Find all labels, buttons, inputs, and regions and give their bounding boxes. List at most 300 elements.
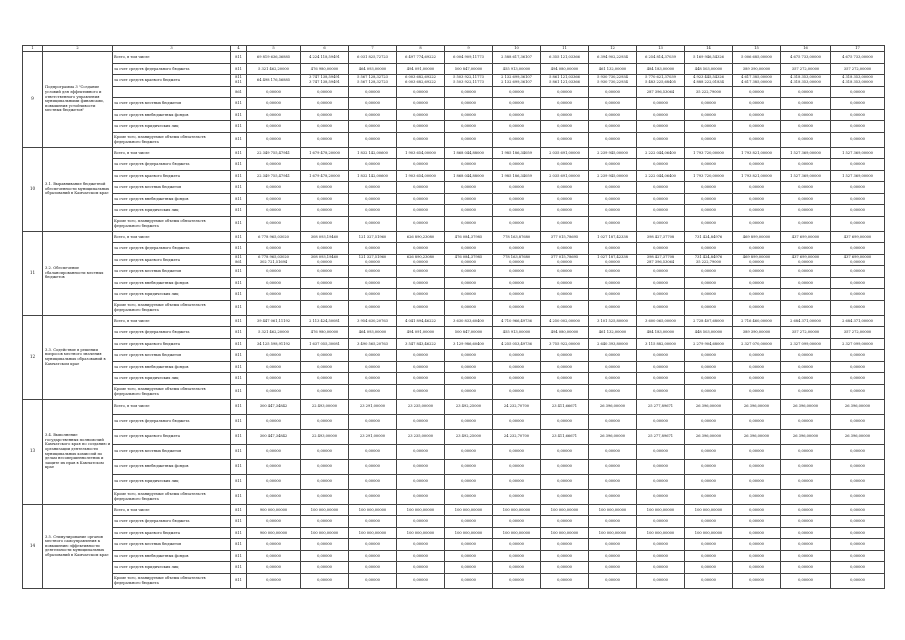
amount-cell: 0,00000: [301, 266, 349, 278]
amount-cell: [247, 254, 301, 266]
amount-cell: 0,00000: [733, 193, 781, 205]
amount-cell: 0,00000: [349, 459, 397, 474]
amount-cell: 0,00000: [685, 277, 733, 289]
amount-line: 64 498 176,56885: [256, 77, 291, 82]
amount-cell: 300 447,34842: [247, 399, 301, 414]
amount-cell: 0,00000: [781, 266, 831, 278]
amount-cell: 100 000,00000: [637, 527, 685, 539]
table-row: [23, 159, 885, 171]
amount-cell: 1 527 369,00000: [831, 170, 885, 182]
amount-cell: 0,00000: [397, 361, 445, 373]
amount-cell: 0,00000: [493, 109, 541, 121]
amount-cell: 0,00000: [589, 121, 637, 133]
amount-cell: 0,00000: [247, 550, 301, 562]
amount-cell: 0,00000: [589, 277, 637, 289]
amount-line: 0,00000: [413, 259, 428, 264]
amount-cell: 0,00000: [589, 98, 637, 110]
amount-cell: 2 035 691,00000: [541, 170, 589, 182]
amount-cell: 0,00000: [247, 289, 301, 301]
amount-cell: 0,00000: [589, 243, 637, 255]
amount-cell: 0,00000: [301, 132, 349, 147]
amount-cell: 26 396,00000: [781, 429, 831, 444]
amount-cell: 0,00000: [397, 516, 445, 528]
amount-cell: 0,00000: [445, 373, 493, 385]
column-number: 16: [781, 46, 831, 52]
amount-line: 0,00000: [557, 259, 572, 264]
amount-cell: 778 163,87680: [493, 231, 541, 243]
column-number: 2: [43, 46, 113, 52]
amount-cell: 0,00000: [493, 205, 541, 217]
amount-cell: 0,00000: [637, 539, 685, 551]
amount-cell: [781, 75, 831, 87]
table-row: [23, 399, 885, 414]
amount-cell: 0,00000: [733, 266, 781, 278]
funding-source: за счет средств юридических лиц: [113, 205, 231, 217]
funding-source: за счет средств местных бюджетов: [113, 350, 231, 362]
amount-cell: 0,00000: [541, 373, 589, 385]
amount-cell: 0,00000: [247, 205, 301, 217]
amount-cell: 2 684 371,00000: [781, 315, 831, 327]
amount-cell: 0,00000: [301, 86, 349, 98]
amount-cell: 0,00000: [541, 132, 589, 147]
amount-cell: 2 239 945,00000: [589, 170, 637, 182]
amount-line: 4 888 222,01834: [693, 80, 724, 85]
amount-cell: 0,00000: [831, 373, 885, 385]
amount-cell: 0,00000: [589, 373, 637, 385]
amount-cell: 0,00000: [781, 444, 831, 459]
amount-cell: 2 279 904,68000: [685, 338, 733, 350]
table-row: [23, 489, 885, 504]
amount-cell: 26 396,00000: [685, 429, 733, 444]
amount-cell: 398 427,37708: [637, 231, 685, 243]
amount-line: 377 015,78695: [550, 254, 579, 259]
amount-cell: 0,00000: [301, 489, 349, 504]
amount-cell: 0,00000: [247, 86, 301, 98]
amount-cell: 23 291,00000: [349, 429, 397, 444]
column-number: 8: [397, 46, 445, 52]
amount-cell: [831, 75, 885, 87]
column-number: 12: [589, 46, 637, 52]
amount-cell: [397, 254, 445, 266]
amount-cell: 0,00000: [301, 414, 349, 429]
amount-cell: 100 000,00000: [301, 527, 349, 539]
amount-cell: 1 832 142,00600: [349, 170, 397, 182]
table-row: [23, 121, 885, 133]
amount-cell: 455 913,00000: [493, 63, 541, 75]
amount-cell: 0,00000: [685, 573, 733, 588]
amount-cell: 0,00000: [637, 266, 685, 278]
amount-cell: 494 091,00000: [397, 63, 445, 75]
amount-cell: 0,00000: [397, 216, 445, 231]
amount-cell: 0,00000: [541, 289, 589, 301]
amount-cell: 0,00000: [301, 562, 349, 574]
row-index: 11: [23, 231, 43, 315]
amount-cell: 1 027 187,42338: [589, 231, 637, 243]
amount-cell: 0,00000: [685, 444, 733, 459]
amount-cell: 0,00000: [445, 444, 493, 459]
amount-cell: 0,00000: [637, 300, 685, 315]
amount-cell: 389 390,00000: [733, 327, 781, 339]
amount-cell: 0,00000: [349, 289, 397, 301]
amount-cell: 0,00000: [589, 550, 637, 562]
amount-cell: 1 868 044,88000: [445, 147, 493, 159]
amount-cell: 0,00000: [493, 516, 541, 528]
amount-line: 3 747 138,59491: [309, 75, 340, 80]
amount-cell: 3 600 065,00000: [637, 315, 685, 327]
amount-cell: 2 684 371,00000: [831, 315, 885, 327]
amount-cell: 0,00000: [685, 474, 733, 489]
table-row: [23, 504, 885, 516]
amount-cell: 25 277,89671: [637, 399, 685, 414]
budget-code: 811: [231, 429, 247, 444]
amount-cell: 0,00000: [589, 384, 637, 399]
amount-line: 5 770 621,37039: [645, 75, 676, 80]
amount-cell: 0,00000: [445, 350, 493, 362]
budget-code: 811: [231, 98, 247, 110]
amount-cell: 448 503,00000: [685, 327, 733, 339]
amount-cell: 0,00000: [349, 109, 397, 121]
amount-cell: 1 903 654,00000: [397, 170, 445, 182]
amount-cell: [445, 75, 493, 87]
amount-cell: 0,00000: [781, 277, 831, 289]
amount-cell: 0,00000: [589, 414, 637, 429]
amount-line: 0,00000: [605, 259, 620, 264]
amount-cell: 3 490 565,20763: [349, 338, 397, 350]
budget-code: 811: [231, 550, 247, 562]
amount-cell: 3 115 882,00000: [637, 338, 685, 350]
amount-line: 287 396,53064: [646, 259, 675, 264]
budget-code: 811: [231, 205, 247, 217]
amount-cell: 0,00000: [397, 474, 445, 489]
column-number: 11: [541, 46, 589, 52]
amount-cell: 0,00000: [445, 205, 493, 217]
amount-cell: 26 396,00000: [831, 429, 885, 444]
amount-cell: 0,00000: [247, 373, 301, 385]
funding-source: за счет средств внебюджетных фондов: [113, 361, 231, 373]
amount-cell: 0,00000: [831, 562, 885, 574]
amount-cell: [493, 254, 541, 266]
amount-cell: 0,00000: [733, 384, 781, 399]
amount-cell: 0,00000: [349, 550, 397, 562]
amount-cell: [541, 254, 589, 266]
amount-cell: 0,00000: [733, 182, 781, 194]
table-row: [23, 231, 885, 243]
column-number: 15: [733, 46, 781, 52]
budget-code: 811: [231, 539, 247, 551]
amount-cell: 0,00000: [493, 266, 541, 278]
amount-cell: 0,00000: [397, 300, 445, 315]
amount-cell: 0,00000: [781, 373, 831, 385]
amount-cell: 0,00000: [637, 205, 685, 217]
amount-line: 6 778 965,03020: [258, 254, 289, 259]
amount-cell: 0,00000: [397, 459, 445, 474]
amount-cell: 100 000,00000: [541, 504, 589, 516]
amount-cell: 0,00000: [831, 266, 885, 278]
amount-cell: 0,00000: [397, 573, 445, 588]
amount-cell: 0,00000: [733, 474, 781, 489]
budget-code: 811: [231, 361, 247, 373]
amount-cell: 0,00000: [397, 550, 445, 562]
table-row: [23, 193, 885, 205]
amount-cell: [397, 75, 445, 87]
budget-code: 811: [231, 384, 247, 399]
amount-cell: 24 232,70700: [493, 429, 541, 444]
amount-cell: 0,00000: [589, 562, 637, 574]
budget-code: 811: [231, 193, 247, 205]
amount-cell: 0,00000: [301, 459, 349, 474]
amount-cell: 357 272,00000: [831, 327, 885, 339]
amount-cell: [637, 75, 685, 87]
amount-cell: [781, 254, 831, 266]
amount-cell: 0,00000: [349, 205, 397, 217]
amount-line: 2 132 699,36107: [501, 75, 532, 80]
amount-cell: 0,00000: [685, 414, 733, 429]
amount-cell: 464 093,00000: [349, 327, 397, 339]
budget-code: 811: [231, 289, 247, 301]
funding-source: за счет средств федерального бюджета: [113, 159, 231, 171]
amount-cell: 0,00000: [831, 109, 885, 121]
amount-cell: 0,00000: [685, 266, 733, 278]
amount-cell: 0,00000: [349, 373, 397, 385]
amount-cell: 0,00000: [349, 414, 397, 429]
amount-line: 5 567 128,32723: [357, 75, 388, 80]
amount-cell: 0,00000: [445, 266, 493, 278]
funding-source: за счет средств краевого бюджета: [113, 170, 231, 182]
amount-cell: 0,00000: [301, 182, 349, 194]
amount-cell: 0,00000: [445, 573, 493, 588]
amount-cell: 0,00000: [589, 573, 637, 588]
amount-cell: [733, 75, 781, 87]
amount-line: 476 084,37985: [454, 254, 483, 259]
funding-source: за счет средств краевого бюджета: [113, 527, 231, 539]
amount-cell: 0,00000: [493, 289, 541, 301]
amount-cell: 0,00000: [637, 444, 685, 459]
amount-cell: 0,00000: [589, 459, 637, 474]
amount-cell: 1 793 720,00000: [685, 170, 733, 182]
amount-cell: 0,00000: [637, 132, 685, 147]
amount-line: 4 318 353,00000: [790, 80, 821, 85]
amount-cell: 0,00000: [493, 550, 541, 562]
amount-cell: 0,00000: [493, 121, 541, 133]
funding-source: за счет средств юридических лиц: [113, 474, 231, 489]
amount-cell: 0,00000: [733, 121, 781, 133]
amount-cell: 0,00000: [541, 414, 589, 429]
amount-cell: 2 035 691,00000: [541, 147, 589, 159]
amount-cell: 100 000,00000: [445, 504, 493, 516]
amount-cell: 0,00000: [781, 216, 831, 231]
amount-cell: 0,00000: [247, 361, 301, 373]
amount-cell: 0,00000: [301, 159, 349, 171]
amount-cell: 0,00000: [301, 216, 349, 231]
amount-cell: 6 254 814,37039: [637, 52, 685, 64]
amount-cell: 0,00000: [445, 539, 493, 551]
amount-cell: 2 716 460,00000: [733, 315, 781, 327]
amount-cell: 39 447 061,11192: [247, 315, 301, 327]
amount-cell: 3 954 630,20763: [349, 315, 397, 327]
amount-cell: [637, 254, 685, 266]
budget-code: [231, 254, 247, 266]
amount-cell: 23 235,00000: [397, 399, 445, 414]
amount-cell: 0,00000: [781, 489, 831, 504]
amount-cell: 0,00000: [493, 373, 541, 385]
amount-cell: 377 015,78695: [541, 231, 589, 243]
amount-cell: 0,00000: [397, 121, 445, 133]
amount-cell: 0,00000: [781, 121, 831, 133]
amount-cell: 484 183,00000: [637, 327, 685, 339]
program-title: 3.1. Выравнивание бюджетной обеспеченности муниципальных образований в Камчатском крае: [43, 147, 113, 231]
amount-cell: 0,00000: [637, 459, 685, 474]
amount-cell: 0,00000: [781, 159, 831, 171]
amount-cell: 23 411,66671: [541, 399, 589, 414]
amount-cell: 0,00000: [733, 109, 781, 121]
amount-cell: 0,00000: [247, 474, 301, 489]
amount-cell: 308 093,19460: [301, 231, 349, 243]
amount-cell: 0,00000: [301, 550, 349, 562]
table-row: [23, 361, 885, 373]
amount-cell: 0,00000: [733, 86, 781, 98]
amount-cell: 0,00000: [781, 361, 831, 373]
budget-code: 811: [231, 489, 247, 504]
amount-cell: 0,00000: [781, 193, 831, 205]
amount-cell: 500 847,00000: [445, 63, 493, 75]
amount-cell: 0,00000: [685, 159, 733, 171]
amount-line: 4 617 385,00000: [741, 75, 772, 80]
funding-source: Всего, в том числе: [113, 504, 231, 516]
table-row: [23, 289, 885, 301]
amount-cell: 22 493,00000: [301, 429, 349, 444]
amount-cell: 0,00000: [445, 132, 493, 147]
amount-cell: 0,00000: [445, 182, 493, 194]
amount-cell: 1 679 478,20000: [301, 147, 349, 159]
amount-cell: 2 222 044,06400: [637, 170, 685, 182]
amount-cell: 0,00000: [301, 350, 349, 362]
budget-code: 811: [231, 266, 247, 278]
amount-line: 6 003 682,69222: [405, 80, 436, 85]
amount-cell: 4 255 053,49736: [493, 338, 541, 350]
budget-code: 811: [231, 216, 247, 231]
amount-line: 0,00000: [509, 259, 524, 264]
amount-cell: 0,00000: [349, 384, 397, 399]
amount-cell: 900 000,00000: [247, 504, 301, 516]
amount-cell: 0,00000: [247, 216, 301, 231]
budget-code: 811: [231, 121, 247, 133]
amount-cell: 0,00000: [301, 98, 349, 110]
amount-cell: 0,00000: [247, 562, 301, 574]
row-index: 10: [23, 147, 43, 231]
amount-cell: 0,00000: [493, 86, 541, 98]
amount-cell: [301, 75, 349, 87]
amount-cell: [301, 254, 349, 266]
table-row: [23, 216, 885, 231]
amount-cell: 0,00000: [685, 562, 733, 574]
amount-cell: 0,00000: [541, 350, 589, 362]
table-row: [23, 315, 885, 327]
funding-source: Кроме того, планируемые объемы обязательств федерального бюджета: [113, 132, 231, 147]
amount-cell: 0,00000: [301, 109, 349, 121]
table-row: [23, 429, 885, 444]
amount-cell: 5 006 685,00000: [733, 52, 781, 64]
amount-cell: 0,00000: [493, 277, 541, 289]
amount-cell: 0,00000: [781, 384, 831, 399]
amount-cell: 2 222 044,06400: [637, 147, 685, 159]
amount-cell: 0,00000: [301, 243, 349, 255]
funding-source: Кроме того, планируемые объемы обязательств федерального бюджета: [113, 300, 231, 315]
budget-code: 811: [231, 350, 247, 362]
amount-cell: 0,00000: [397, 266, 445, 278]
amount-cell: 0,00000: [349, 86, 397, 98]
amount-cell: 1 985 186,34059: [493, 147, 541, 159]
amount-cell: 121 327,51960: [349, 231, 397, 243]
amount-cell: 0,00000: [247, 573, 301, 588]
amount-cell: 0,00000: [247, 414, 301, 429]
amount-cell: 0,00000: [781, 300, 831, 315]
amount-cell: 0,00000: [301, 539, 349, 551]
funding-source: за счет средств внебюджетных фондов: [113, 550, 231, 562]
budget-code: 811: [231, 231, 247, 243]
table-row: [23, 170, 885, 182]
amount-cell: 4 675 733,00000: [781, 52, 831, 64]
budget-code-line: 811: [235, 75, 242, 80]
amount-cell: 357 272,00000: [831, 63, 885, 75]
amount-cell: 1 793 821,00000: [733, 147, 781, 159]
amount-line: 731 424,84976: [694, 254, 723, 259]
amount-cell: 448 503,00000: [685, 63, 733, 75]
amount-cell: 0,00000: [733, 527, 781, 539]
amount-line: 4 318 353,00000: [790, 75, 821, 80]
table-row: [23, 205, 885, 217]
amount-cell: 0,00000: [397, 159, 445, 171]
amount-cell: 0,00000: [349, 361, 397, 373]
amount-cell: 3 755 922,00000: [541, 338, 589, 350]
amount-line: 0,00000: [365, 259, 380, 264]
amount-cell: 0,00000: [541, 384, 589, 399]
amount-cell: 0,00000: [349, 98, 397, 110]
amount-cell: 0,00000: [301, 573, 349, 588]
amount-cell: 0,00000: [831, 159, 885, 171]
amount-cell: 3 101 525,80000: [589, 315, 637, 327]
amount-cell: 0,00000: [781, 459, 831, 474]
program-title: Подпрограмма 3 "Создание условий для эффективного и ответственного управления муниципальными финансами, повышения устойчивости местных бюджетов": [43, 52, 113, 148]
amount-cell: 2 588 617,36107: [493, 52, 541, 64]
amount-cell: 5 321 462,20000: [247, 63, 301, 75]
amount-cell: 0,00000: [637, 98, 685, 110]
amount-cell: 0,00000: [445, 562, 493, 574]
amount-cell: 1 832 142,00600: [349, 147, 397, 159]
amount-cell: 0,00000: [349, 277, 397, 289]
amount-cell: 0,00000: [589, 289, 637, 301]
amount-cell: 6 497 774,69222: [397, 52, 445, 64]
funding-source: Кроме того, планируемые объемы обязательств федерального бюджета: [113, 216, 231, 231]
budget-code-line: 811: [235, 80, 242, 85]
amount-cell: 0,00000: [781, 109, 831, 121]
amount-cell: 0,00000: [733, 216, 781, 231]
budget-code: 811: [231, 444, 247, 459]
column-number: 3: [113, 46, 231, 52]
amount-cell: 0,00000: [397, 539, 445, 551]
funding-source: Всего, в том числе: [113, 315, 231, 327]
amount-cell: 0,00000: [637, 277, 685, 289]
amount-cell: 1 527 369,00000: [781, 170, 831, 182]
amount-cell: 0,00000: [247, 459, 301, 474]
amount-cell: 0,00000: [733, 361, 781, 373]
amount-line: 0,00000: [461, 259, 476, 264]
amount-cell: 0,00000: [349, 300, 397, 315]
amount-cell: 0,00000: [397, 384, 445, 399]
column-number: 7: [349, 46, 397, 52]
amount-cell: 0,00000: [247, 489, 301, 504]
amount-cell: 0,00000: [831, 539, 885, 551]
amount-cell: 0,00000: [247, 182, 301, 194]
